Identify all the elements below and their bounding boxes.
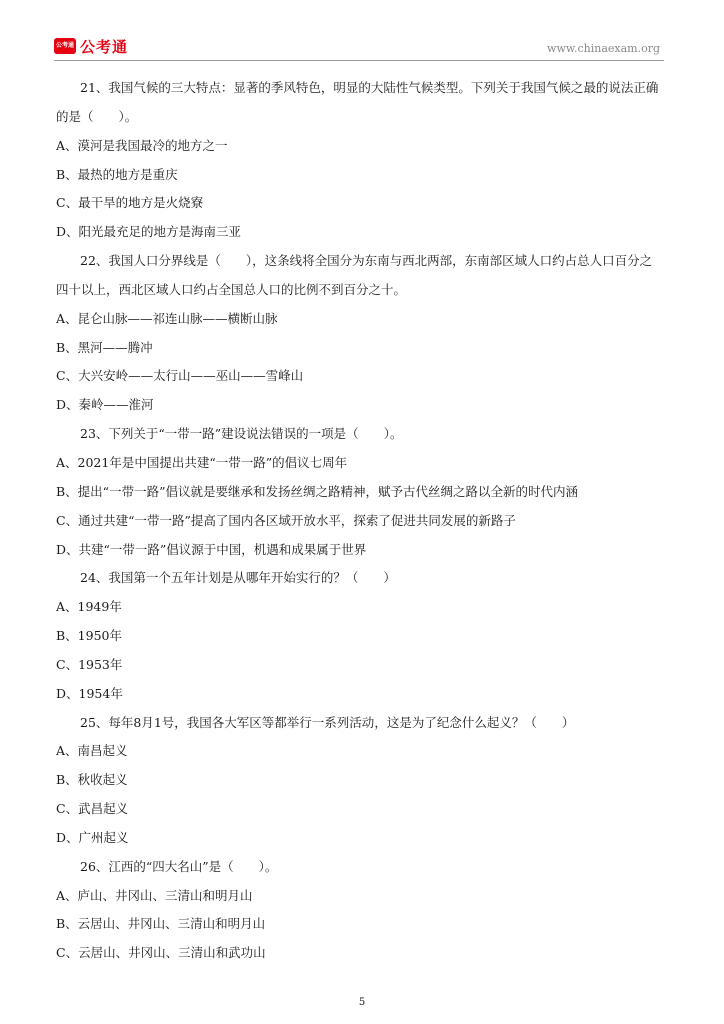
question-text-line: C、1953年 xyxy=(56,656,123,672)
question-text-line: B、黑河——腾冲 xyxy=(56,339,153,355)
question-text-line: C、武昌起义 xyxy=(56,801,129,817)
question-text-line: C、大兴安岭——太行山——巫山——雪峰山 xyxy=(56,368,304,384)
question-text-line: C、最干旱的地方是火烧寮 xyxy=(56,195,204,211)
question-text-line: D、秦岭——淮河 xyxy=(56,397,154,413)
page-header xyxy=(54,36,664,61)
question-stem-line: 25、每年8月1号，我国各大军区等都举行一系列活动，这是为了纪念什么起义？（ ） xyxy=(80,714,575,730)
logo xyxy=(54,36,128,56)
question-stem-line: 24、我国第一个五年计划是从哪年开始实行的？（ ） xyxy=(80,570,396,586)
question-stem-line: 23、下列关于“一带一路”建设说法错误的一项是（ ）。 xyxy=(80,426,403,442)
question-text-line: C、通过共建“一带一路”提高了国内各区域开放水平，探索了促进共同发展的新路子 xyxy=(56,512,516,528)
question-text-line: B、云居山、井冈山、三清山和明月山 xyxy=(56,916,266,932)
question-stem-line: 26、江西的“四大名山”是（ ）。 xyxy=(80,858,278,874)
site-url[interactable]: www.chinaexam.org xyxy=(547,42,660,55)
question-text-line: B、1950年 xyxy=(56,628,122,644)
page-number: 5 xyxy=(358,997,366,1008)
question-text-line: A、昆仑山脉——祁连山脉——横断山脉 xyxy=(56,310,278,326)
question-text-line: A、1949年 xyxy=(56,599,122,615)
logo-text: 公考通 xyxy=(80,37,129,56)
question-text-line: D、阳光最充足的地方是海南三亚 xyxy=(56,224,242,240)
question-text-line: C、云居山、井冈山、三清山和武功山 xyxy=(56,945,266,961)
question-stem-line: 22、我国人口分界线是（ ），这条线将全国分为东南与西北两部，东南部区域人口约占总人口百分之 xyxy=(80,253,653,269)
question-text-line: D、1954年 xyxy=(56,685,123,701)
question-text-line: B、最热的地方是重庆 xyxy=(56,166,178,182)
question-text-line: A、漠河是我国最冷的地方之一 xyxy=(56,137,228,153)
question-text-line: B、秋收起义 xyxy=(56,772,128,788)
question-text-line: 的是（ ）。 xyxy=(56,108,138,124)
logo-badge: 公考通 xyxy=(54,38,76,54)
question-text-line: A、南昌起义 xyxy=(56,743,128,759)
question-text-line: D、广州起义 xyxy=(56,829,129,845)
question-text-line: A、庐山、井冈山、三清山和明月山 xyxy=(56,887,253,903)
question-content xyxy=(56,74,676,968)
question-text-line: D、共建“一带一路”倡议源于中国，机遇和成果属于世界 xyxy=(56,541,367,557)
question-text-line: 四十以上，西北区域人口约占全国总人口的比例不到百分之十。 xyxy=(56,281,407,297)
question-text-line: B、提出“一带一路”倡议就是要继承和发扬丝绸之路精神，赋予古代丝绸之路以全新的时代内涵 xyxy=(56,483,578,499)
question-text-line: A、2021年是中国提出共建“一带一路”的倡议七周年 xyxy=(56,454,348,470)
question-stem-line: 21、我国气候的三大特点：显著的季风特色，明显的大陆性气候类型。下列关于我国气候之最的说法正确 xyxy=(80,80,659,95)
